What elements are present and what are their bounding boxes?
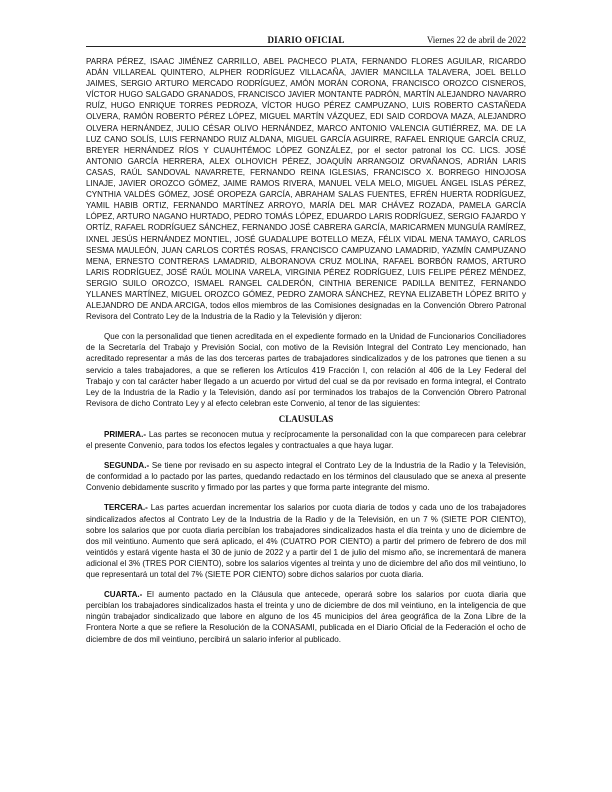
personality-paragraph: Que con la personalidad que tienen acreditada en el expediente formado en la Unidad de Funcionarios Conciliadores de la Secretaría del Trabajo y Previsión Social, con motivo de la Revisión Integral del Contrato Ley mencionado, han acreditado representar a más de las dos terceras partes de trabajadores sindicalizados y de los patrones que tienen a su servicio a tales trabajadores, a que se refieren los Artículos 419 Fracción I, con relación al 406 de la Ley Federal del Trabajo y con tal carácter haber llegado a un acuerdo por virtud del cual se da por revisado en forma integral, el Contrato Ley de la Industria de la Radio y la Televisión, dando así por terminados los trabajos de la Convención Obrero Patronal Revisora de dicho Contrato Ley y al efecto celebran este Convenio, al tenor de las siguientes:: [86, 332, 526, 408]
clause-label: SEGUNDA.-: [104, 461, 150, 471]
clause-primera: [86, 429, 526, 451]
clause-label: TERCERA.-: [104, 503, 148, 513]
clause-label: PRIMERA.-: [104, 430, 147, 439]
clause-text: El aumento pactado en la Cláusula que antecede, operará sobre los salarios por cuota diaria que percibían los trabajadores sindicalizados hasta el treinta y uno de diciembre de dos mil veintiuno, en la inteligencia de que ningún trabajador sindicalizado que labore en alguno de los 45 municipios del área geográfica de la Zona Libre de la Frontera Norte a que se refiere la Resolución de la CONASAMI, publicada en el Diario Oficial de la Federación el ocho de diciembre de dos mil veintiuno, percibirá un salario inferior al publicado.: [86, 590, 526, 644]
page-header: [86, 35, 526, 47]
document-body: [86, 56, 526, 645]
publication-date: Viernes 22 de abril de 2022: [426, 35, 526, 45]
section-title: CLAUSULAS: [278, 413, 334, 424]
signatories-paragraph: PARRA PÉREZ, ISAAC JIMÉNEZ CARRILLO, ABEL PACHECO PLATA, FERNANDO FLORES AGUILAR, RICARDO ADÁN VILLAREAL QUINTERO, ALPHER RODRÍGUEZ VILLACAÑA, JAVIER MANCILLA TALAVERA, JOEL BELLO JAIMES, SERGIO ARTURO MERCADO RODRÍGUEZ, AMÓN MORÁN CORONA, FRANCISCO OROZCO CISNEROS, VÍCTOR HUGO SALGADO GRANADOS, FRANCISCO JAVIER MONTANTE PADRÓN, MARTÍN ALEJANDRO NAVARRO RUÍZ, HUGO ENRIQUE TORRES PEDROZA, VÍCTOR HUGO PÉREZ CAMPUZANO, LUIS ROBERTO CASTAÑEDA OLVERA, RAMÓN ROBERTO PÉREZ LÓPEZ, MIGUEL MARTÍN VÁZQUEZ, EDI SAID CORDOVA MAZA, ALEJANDRO OLVERA HERNÁNDEZ, JULIO CÉSAR OLIVO HERNÁNDEZ, MARCO ANTONIO VALENCIA GUTIÉRREZ, MA. DE LA LUZ CANO SOLÍS, LUIS FERNANDO RUIZ ALDANA, MIGUEL GARCÍA AGUIRRE, RAFAEL ENRIQUE GARCÍA CRUZ, BREYER HERNÁNDEZ RÍOS Y CUAUHTÉMOC LÓPEZ GONZÁLEZ, por el sector patronal los CC. LICS. JOSÉ ANTONIO GARCÍA HERRERA, ALEX OLHOVICH PÉREZ, JOAQUÍN ARRANGOIZ ORVAÑANOS, ADRIÁN LARIS CASAS, RAÚL SANDOVAL NAVARRETE, FERNANDO REINA IGLESIAS, FRANCISCO X. BORREGO HINOJOSA LINAJE, JAVIER OROZCO GÓMEZ, JAIME RAMOS RIVERA, MANUEL VELA MELO, MIGUEL ÁNGEL ISLAS PÉREZ, CYNTHIA VALDÉS GÓMEZ, JOSÉ OROPEZA GARCÍA, ABRAHAM SALAS FUENTES, EFRÉN HUERTA RODRÍGUEZ, YAMIL HABIB ORTIZ, FERNANDO MARTÍNEZ ARROYO, MARÍA DEL MAR CHÁVEZ ROZADA, PAMELA GARCÍA LÓPEZ, ARTURO NAGANO HURTADO, PEDRO TOMÁS LÓPEZ, EDUARDO LARIS RODRÍGUEZ, SERGIO FAJARDO Y ORTÍZ, RAFAEL RODRÍGUEZ SÁNCHEZ, FERNANDO JOSÉ CABRERA GARCÍA, MARICARMEN MUNGUÍA RAMÍREZ, IXNEL JESÚS HERNÁNDEZ MONTIEL, JOSÉ GUADALUPE BOTELLO MEZA, FÉLIX VIDAL MENA TAMAYO, CARLOS SESMA MAULEÓN, JUAN CARLOS CORTÉS ROSAS, FRANCISCO CAMPUZANO LAMADRID, YAZMÍN CAMPUZANO MENA, ERNESTO CONTRERAS LAMADRID, ALBORANOVA CRUZ MOLINA, RAFAEL BORBÓN RAMOS, ARTURO LARIS RODRÍGUEZ, JOSÉ RAÚL MOLINA VARELA, VIRGINIA PÉREZ RODRÍGUEZ, LUIS FELIPE PÉREZ MÉNDEZ, SERGIO SUILO OROZCO, ISMAEL RANGEL CALDERÓN, CINTHIA BERENICE PADILLA BENITEZ, FERNANDO YLLANES MARTÍNEZ, MIGUEL OROZCO GÓMEZ, PEDRO ZAMORA SÁNCHEZ, REYNA ELIZABETH LÓPEZ BRITO y ALEJANDRO DE ANDA ARCIGA, todos ellos miembros de las Comisiones designadas en la Convención Obrero Patronal Revisora del Contrato Ley de la Industria de la Radio y la Televisión y dijeron:: [86, 57, 526, 322]
clause-cuarta: [86, 589, 526, 644]
clause-segunda: [86, 460, 526, 493]
clause-label: CUARTA.-: [104, 590, 143, 600]
clause-tercera: [86, 502, 526, 580]
publication-title: DIARIO OFICIAL: [267, 35, 345, 45]
clause-text: Las partes acuerdan incrementar los salarios por cuota diaria de todos y cada uno de los trabajadores sindicalizados afectos al Contrato Ley de la Industria de la Radio y de la Televisión, en un 7 % (SIETE POR CIENTO), sobre los salarios que por cuota diaria percibían los trabajadores sindicalizados hasta el día treinta y uno de diciembre de dos mil veintiuno. Aumento que será aplicado, el 4% (CUATRO POR CIENTO) a partir del primero de febrero de dos mil veintidós y estará vigente hasta el 30 de junio de 2022 y a partir del 1 de julio del mismo año, se incrementará de manera adicional el 3% (TRES POR CIENTO), sobre los salarios vigentes al treinta y uno de diciembre del año dos mil veintiuno, lo que representará un total del 7% (SIETE POR CIENTO) sobre dichos salarios por cuota diaria.: [86, 503, 526, 580]
clause-text: Se tiene por revisado en su aspecto integral el Contrato Ley de la Industria de la Radio y la Televisión, de conformidad a lo pactado por las partes, quedando redactado en los términos del clausulado que se anexa al presente Convenio debidamente suscrito y firmado por las partes y que forma parte integrante del mismo.: [86, 461, 526, 493]
clause-text: Las partes se reconocen mutua y recíprocamente la personalidad con la que comparecen para celebrar el presente Convenio, para todos los efectos legales y contractuales a que haya lugar.: [86, 430, 526, 451]
